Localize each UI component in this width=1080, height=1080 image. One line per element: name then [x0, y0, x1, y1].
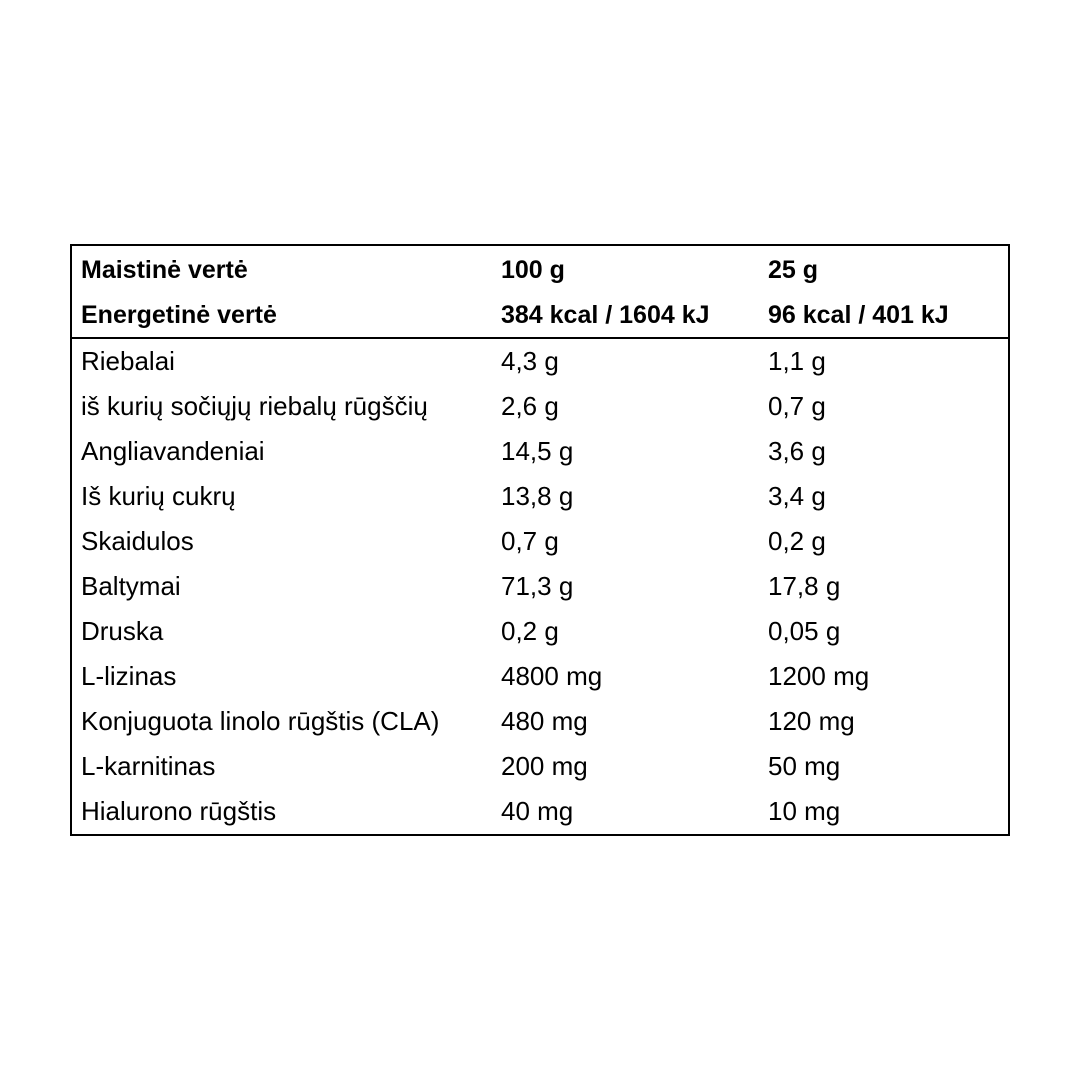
- table-row: [72, 339, 1008, 384]
- value-per-100g: 40 mg: [501, 796, 574, 826]
- table-row: [72, 744, 1008, 789]
- header-per-serving: 25 g: [768, 256, 819, 284]
- nutrient-name: Konjuguota linolo rūgštis (CLA): [81, 706, 440, 736]
- value-per-serving: 3,4 g: [768, 481, 826, 511]
- value-per-100g: 2,6 g: [501, 391, 559, 421]
- value-per-100g: 4800 mg: [501, 661, 603, 691]
- value-per-100g: 0,2 g: [501, 616, 559, 646]
- value-per-serving: 1200 mg: [768, 661, 870, 691]
- value-per-serving: 17,8 g: [768, 571, 841, 601]
- table-header: [72, 246, 1008, 339]
- value-per-serving: 1,1 g: [768, 346, 826, 376]
- nutrient-name: L-karnitinas: [81, 751, 216, 781]
- value-per-100g: 200 mg: [501, 751, 588, 781]
- table-row: [72, 654, 1008, 699]
- value-per-serving: 120 mg: [768, 706, 855, 736]
- value-per-serving: 50 mg: [768, 751, 841, 781]
- value-per-serving: 0,7 g: [768, 391, 826, 421]
- header-row-energy: [72, 293, 1008, 338]
- value-per-100g: 4,3 g: [501, 346, 559, 376]
- nutrient-name: Angliavandeniai: [81, 436, 265, 466]
- value-per-100g: 0,7 g: [501, 526, 559, 556]
- header-per-100g: 100 g: [501, 256, 565, 284]
- energy-per-100g: 384 kcal / 1604 kJ: [501, 301, 710, 329]
- value-per-serving: 0,05 g: [768, 616, 841, 646]
- value-per-100g: 13,8 g: [501, 481, 574, 511]
- nutrient-name: Druska: [81, 616, 164, 646]
- table-row: [72, 429, 1008, 474]
- nutrient-name: Baltymai: [81, 571, 181, 601]
- table-row: [72, 384, 1008, 429]
- value-per-100g: 14,5 g: [501, 436, 574, 466]
- table-row: [72, 519, 1008, 564]
- table-row: [72, 564, 1008, 609]
- value-per-serving: 0,2 g: [768, 526, 826, 556]
- nutrient-name: Riebalai: [81, 346, 175, 376]
- value-per-100g: 71,3 g: [501, 571, 574, 601]
- nutrition-table: [70, 244, 1010, 836]
- value-per-serving: 3,6 g: [768, 436, 826, 466]
- energy-per-serving: 96 kcal / 401 kJ: [768, 301, 949, 329]
- table-row: [72, 474, 1008, 519]
- table-row: [72, 789, 1008, 834]
- table-row: [72, 699, 1008, 744]
- value-per-100g: 480 mg: [501, 706, 588, 736]
- nutrient-name: Skaidulos: [81, 526, 194, 556]
- value-per-serving: 10 mg: [768, 796, 841, 826]
- nutrient-name: Hialurono rūgštis: [81, 796, 277, 826]
- energy-label: Energetinė vertė: [81, 301, 277, 329]
- nutrient-name: iš kurių sočiųjų riebalų rūgščių: [81, 391, 428, 421]
- nutrient-name: L-lizinas: [81, 661, 177, 691]
- header-row-serving: [72, 248, 1008, 293]
- nutrient-name: Iš kurių cukrų: [81, 481, 236, 511]
- table-row: [72, 609, 1008, 654]
- header-label: Maistinė vertė: [81, 256, 248, 284]
